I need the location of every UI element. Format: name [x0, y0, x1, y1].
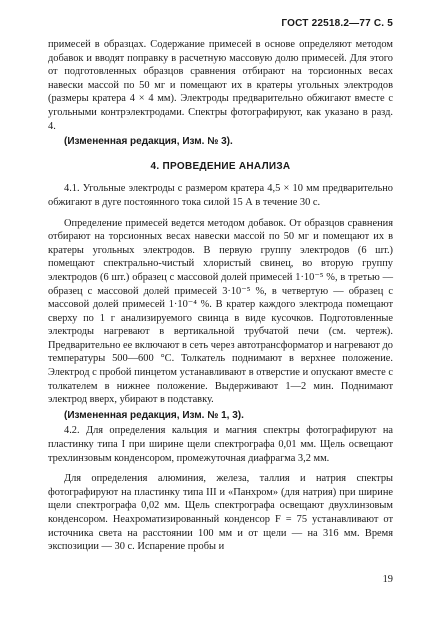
- paragraph: Для определения алюминия, железа, таллия и натрия спектры фотографируют на пластинку типа III и «Панхром» (для натрия) при ширине щели спектрографа 0,02 мм. Щель спектрографа освещают двухлинзовым конденсором. Неахроматизированный конденсор F = 75 устанавливают от источника света на расстоянии 100 мм и от щели — на 316 мм. Время экспозиции — 30 с. Испарение пробы и: [48, 473, 393, 553]
- amendment-note: (Измененная редакция, Изм. № 3).: [64, 136, 233, 148]
- paragraph: 4.1. Угольные электроды с размером кратера 4,5 × 10 мм предварительно обжигают в дуге постоянного тока силой 15 А в течение 30 с.: [48, 183, 393, 208]
- running-header: ГОСТ 22518.2—77 С. 5: [281, 18, 393, 29]
- paragraph: Определение примесей ведется методом добавок. От образцов сравнения отбирают на торсионных весах навески массой по 50 мг и помещают их в кратеры угольных электродов. В первую группу электродов (6 шт.) помещают спектрально-чистый хлористый свинец, во вторую группу электродов (6 шт.) образец с массовой долей примесей 1·10⁻⁵ %, в третью — образец с массовой долей примесей 3·10⁻⁵ %, в четвертую — образец с массовой долей примесей 1·10⁻⁴ %. В кратер каждого электрода помещают сверху по 1 г анализируемого свинца в виде кусочков. Подготовленные электроды нагревают в вертикальной трубчатой печи (см. чертеж). Предварительно ее включают в сеть через автотрансформатор и нагревают до температуры 500—600 °С. Толкатель поднимают в верхнее положение. Электрод с пробой пинцетом устанавливают в отверстие и опускают вместе с толкателем в нижнее положение. Выдерживают 1—2 мин. Поднимают электрод вверх, убирают в подставку.: [48, 217, 393, 406]
- section-title: 4. ПРОВЕДЕНИЕ АНАЛИЗА: [150, 160, 291, 172]
- paragraph: примесей в образцах. Содержание примесей в основе определяют методом добавок и вводят поправку в расчетную массовую долю примесей. Для этого от подготовленных образцов сравнения отбирают на торсионных весах навески массой по 50 мг и помещают их в кратеры угольных электродов (размеры кратера 4 × 4 мм). Электроды предварительно обжигают вместе с угольными контрэлектродами. Спектры фотографируют, как указано в разд. 4.: [48, 39, 393, 132]
- page-number: 19: [382, 574, 393, 585]
- document-body: [48, 38, 393, 554]
- amendment-note: (Измененная редакция, Изм. № 1, 3).: [64, 409, 244, 421]
- paragraph: 4.2. Для определения кальция и магния спектры фотографируют на пластинку типа I при ширине щели спектрографа 0,01 мм. Щель освещают трехлинзовым конденсором, промежуточная диафрагма 3,2 мм.: [48, 425, 393, 464]
